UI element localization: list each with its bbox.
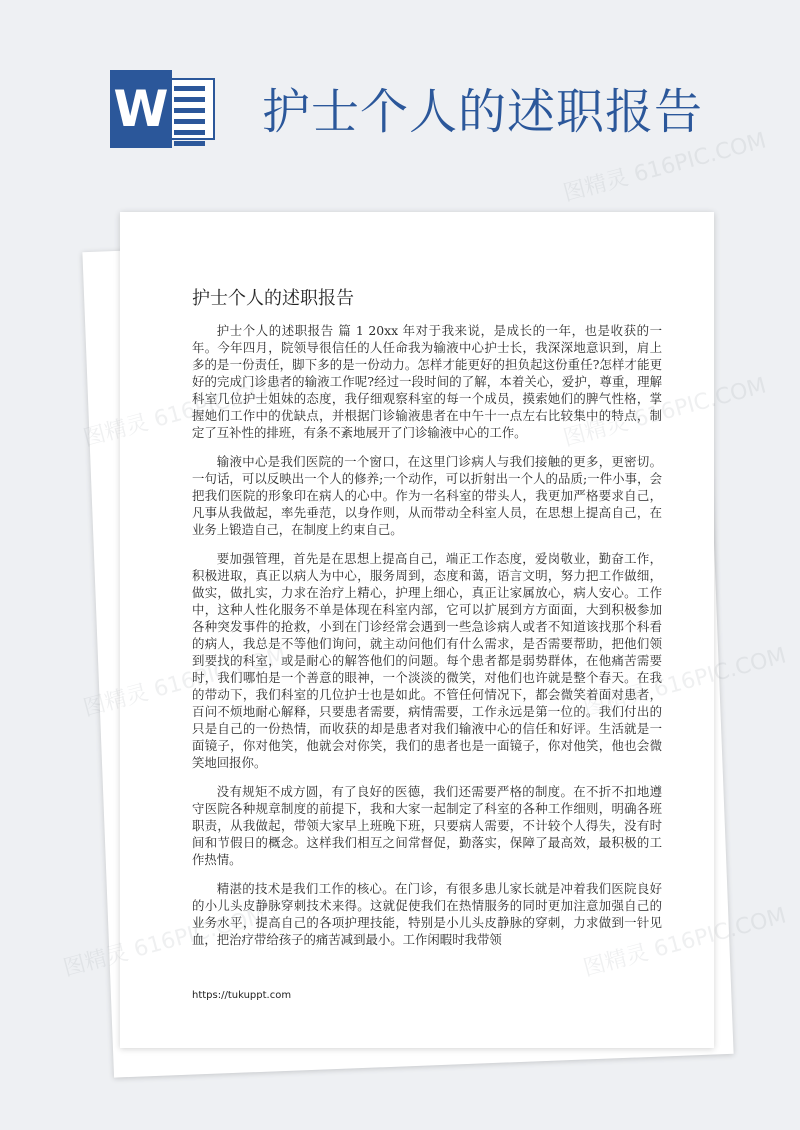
word-document-icon: [110, 70, 215, 148]
banner-header: [0, 0, 800, 200]
watermark: 图精灵 616PIC.COM: [560, 128, 769, 207]
watermark: 图精灵: [60, 940, 132, 982]
watermark: 616PIC.COM: [651, 643, 789, 703]
paragraph-1: 护士个人的述职报告 篇 1 20xx 年对于我来说，是成长的一年，也是收获的一年。今年四月，院领导很信任的人任命我为输液中心护士长，我深深地意识到，肩上多的是一份责任，脚下多的是一份动力。怎样才能更好的担负起这份重任?怎样才能更好的完成门诊患者的输液工作呢?经过一段时间的了解，本着关心，爱护，尊重，理解科室几位护士姐妹的态度，我仔细观察科室的每一个成员，摸索她们的脾气性格，掌握她们工作中的优缺点，并根据门诊输液患者在中午十一点左右比较集中的特点，制定了互补性的排班，有条不紊地展开了门诊输液中心的工作。: [192, 323, 662, 440]
document-title: 护士个人的述职报告: [192, 288, 354, 309]
word-icon-letter: W: [110, 70, 172, 148]
document-page: [120, 212, 714, 1048]
banner-title: 护士个人的述职报告: [262, 84, 704, 140]
paragraph-4: 没有规矩不成方圆，有了良好的医德，我们还需要严格的制度。在不折不扣地遵守医院各种规章制度的前提下，我和大家一起制定了科室的各种工作细则，明确各班职责，从我做起，带领大家早上班晚下班，只要病人需要，不计较个人得失，没有时间和节假日的概念。这样我们相互之间常督促，勤落实，保障了最高效，最积极的工作热情。: [192, 784, 662, 867]
paragraph-3: 要加强管理，首先是在思想上提高自己，端正工作态度，爱岗敬业，勤奋工作，积极进取，真正以病人为中心，服务周到，态度和蔼，语言文明，努力把工作做细，做实，做扎实，力求在治疗上精心，护理上细心，真正让家属放心，病人安心。工作中，这种人性化服务不单是体现在科室内部，它可以扩展到方方面面，大到积极参加各种突发事件的抢救，小到在门诊经常会遇到一些急诊病人或者不知道该找那个科看的病人，我总是不等他们询问，就主动问他们有什么需求，是否需要帮助，把他们领到要找的科室，或是耐心的解答他们的问题。每个患者都是弱势群体，在他痛苦需要时，我们哪怕是一个善意的眼神，一个淡淡的微笑，对他们也许就是整个春天。在我的带动下，我们科室的几位护士也是如此。不管任何情况下，都会微笑着面对患者，百问不烦地耐心解释，只要患者需要，病情需要，工作永远是第一位的。我们付出的只是自己的一份热情，而收获的却是患者对我们输液中心的信任和好评。生活就是一面镜子，你对他笑，他就会对你笑，我们的患者也是一面镜子，你对他笑，他也会微笑地回报你。: [192, 551, 662, 770]
document-body: [192, 322, 662, 960]
paragraph-5: 精湛的技术是我们工作的核心。在门诊，有很多患儿家长就是冲着我们医院良好的小儿头皮静脉穿刺技术来得。这就促使我们在热情服务的同时更加注意加强自己的业务水平，提高自己的各项护理技能，特别是小儿头皮静脉的穿刺，力求做到一针见血，把治疗带给孩子的痛苦减到最小。工作闲暇时我带领: [192, 881, 662, 947]
footer-url[interactable]: https://tukuppt.com: [192, 990, 292, 1001]
paragraph-2: 输液中心是我们医院的一个窗口，在这里门诊病人与我们接触的更多，更密切。一句话，可以反映出一个人的修养;一个动作，可以折射出一个人的品质;一件小事，会把我们医院的形象印在病人的心中。作为一名科室的带头人，我更加严格要求自己，凡事从我做起，率先垂范，以身作则，从而带动全科室人员，在思想上提高自己，在业务上锻造自己，在制度上约束自己。: [192, 454, 662, 537]
